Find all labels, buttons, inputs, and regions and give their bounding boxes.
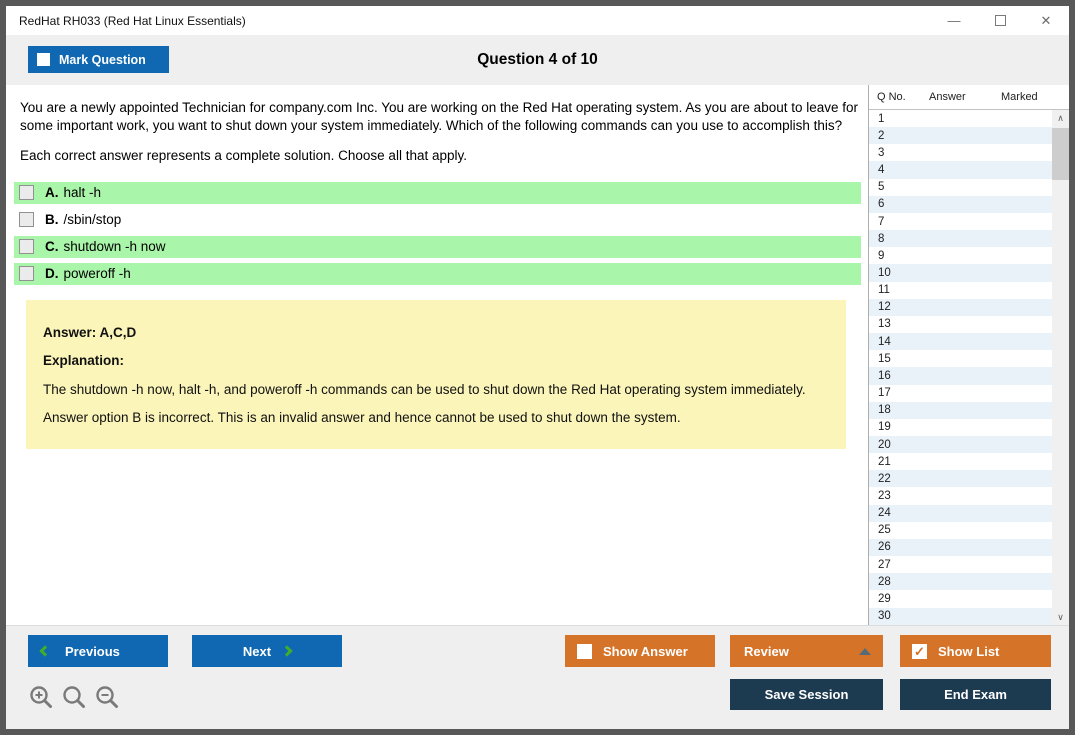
question-panel	[6, 85, 868, 625]
main-area	[6, 85, 1069, 625]
option-letter: C.	[45, 239, 59, 254]
chevron-left-icon	[39, 645, 50, 656]
question-list-row[interactable]	[869, 230, 1069, 247]
question-list-row[interactable]	[869, 573, 1069, 590]
option-text: /sbin/stop	[63, 212, 122, 227]
question-number: 12	[878, 301, 891, 314]
scroll-down-icon[interactable]: ∨	[1057, 611, 1064, 622]
show-list-checkbox[interactable]	[912, 644, 927, 659]
option-text: shutdown -h now	[63, 239, 166, 254]
option-text: halt -h	[63, 185, 102, 200]
question-number: 17	[878, 387, 891, 400]
explanation-paragraph: Answer option B is incorrect. This is an invalid answer and hence cannot be used to shut down the system.	[43, 410, 681, 425]
question-number: 11	[878, 284, 890, 297]
question-instruction: Each correct answer represents a complete solution. Choose all that apply.	[20, 148, 467, 163]
question-number: 9	[878, 249, 885, 262]
explanation-heading: Explanation:	[43, 353, 125, 368]
question-list-row[interactable]	[869, 539, 1069, 556]
question-list-row[interactable]	[869, 299, 1069, 316]
window-controls	[931, 6, 1069, 35]
question-list-row[interactable]	[869, 282, 1069, 299]
question-number: 3	[878, 146, 885, 159]
show-answer-label: Show Answer	[603, 643, 688, 659]
question-list-row[interactable]	[869, 316, 1069, 333]
question-number: 24	[878, 507, 891, 520]
scrollbar-thumb[interactable]	[1052, 128, 1069, 180]
close-icon[interactable]: ✕	[1040, 12, 1052, 28]
question-list-row[interactable]	[869, 470, 1069, 487]
option-row-b[interactable]	[14, 209, 861, 231]
options-list	[14, 182, 861, 285]
option-letter: D.	[45, 266, 59, 281]
checkmark-icon: ✓	[914, 643, 925, 659]
save-session-label: Save Session	[764, 687, 849, 702]
previous-button[interactable]	[28, 635, 168, 667]
question-number: 15	[878, 352, 891, 365]
question-list-body	[869, 110, 1069, 625]
column-header-answer: Answer	[929, 91, 966, 103]
question-number: 22	[878, 472, 891, 485]
show-answer-button[interactable]	[565, 635, 715, 667]
question-list-row[interactable]	[869, 453, 1069, 470]
question-list-row[interactable]	[869, 402, 1069, 419]
review-label: Review	[744, 643, 789, 659]
maximize-icon[interactable]	[977, 6, 1023, 35]
mark-question-checkbox[interactable]	[37, 53, 50, 66]
caret-up-icon	[859, 648, 871, 655]
question-number: 18	[878, 404, 891, 417]
question-number: 7	[878, 215, 885, 228]
question-list-row[interactable]	[869, 556, 1069, 573]
question-list-row[interactable]	[869, 350, 1069, 367]
minimize-icon[interactable]: —	[947, 13, 961, 28]
question-number: 16	[878, 369, 891, 382]
question-number: 2	[878, 129, 885, 142]
next-button[interactable]	[192, 635, 342, 667]
scrollbar[interactable]	[1052, 110, 1069, 625]
question-list-row[interactable]	[869, 264, 1069, 281]
option-row-c[interactable]	[14, 236, 861, 258]
question-list-row[interactable]	[869, 522, 1069, 539]
question-counter: Question 4 of 10	[477, 51, 598, 68]
question-list-row[interactable]	[869, 213, 1069, 230]
question-number: 1	[878, 112, 885, 125]
question-list-row[interactable]	[869, 110, 1069, 127]
maximize-box-glyph	[995, 15, 1006, 26]
magnifier-icon[interactable]	[61, 684, 87, 710]
show-answer-checkbox[interactable]	[577, 644, 592, 659]
question-list-scroll-area	[869, 110, 1069, 625]
question-text: You are a newly appointed Technician for company.com Inc. You are working on the Red Hat operating system. As you are about to leave for some important work, you want to shut down your system immediately. Which of the following commands can you use to accomplish this?	[20, 100, 859, 133]
option-checkbox[interactable]	[19, 185, 34, 200]
show-list-button[interactable]	[900, 635, 1051, 667]
save-session-button[interactable]	[730, 679, 883, 710]
option-letter: B.	[45, 212, 59, 227]
option-checkbox[interactable]	[19, 266, 34, 281]
question-list-row[interactable]	[869, 333, 1069, 350]
question-number: 10	[878, 266, 891, 279]
toolbar	[6, 35, 1069, 85]
answer-line: Answer: A,C,D	[43, 324, 137, 340]
question-list-row[interactable]	[869, 608, 1069, 625]
question-list-row[interactable]	[869, 505, 1069, 522]
question-number: 6	[878, 198, 885, 211]
zoom-in-icon[interactable]	[28, 684, 54, 710]
question-number: 8	[878, 232, 885, 245]
column-header-qno: Q No.	[877, 91, 906, 103]
question-list-row[interactable]	[869, 419, 1069, 436]
question-list-row[interactable]	[869, 179, 1069, 196]
mark-question-label: Mark Question	[59, 52, 146, 67]
show-list-label: Show List	[938, 643, 1000, 659]
question-number: 14	[878, 335, 891, 348]
question-number: 25	[878, 524, 891, 537]
zoom-out-icon[interactable]	[94, 684, 120, 710]
question-number: 4	[878, 164, 885, 177]
end-exam-label: End Exam	[944, 687, 1007, 702]
chevron-right-icon	[281, 645, 292, 656]
question-number: 27	[878, 558, 891, 571]
question-list-row[interactable]	[869, 590, 1069, 607]
question-list-panel	[868, 85, 1069, 625]
question-number: 29	[878, 592, 891, 605]
option-letter: A.	[45, 185, 59, 200]
option-checkbox[interactable]	[19, 239, 34, 254]
footer-bar	[6, 625, 1069, 729]
question-number: 28	[878, 575, 891, 588]
question-list-row[interactable]	[869, 161, 1069, 178]
next-label: Next	[242, 643, 272, 659]
zoom-controls	[28, 684, 120, 710]
column-header-marked: Marked	[1001, 91, 1038, 103]
question-list-row[interactable]	[869, 367, 1069, 384]
end-exam-button[interactable]	[900, 679, 1051, 710]
question-list-row[interactable]	[869, 247, 1069, 264]
question-number: 26	[878, 541, 891, 554]
question-list-row[interactable]	[869, 385, 1069, 402]
title-bar	[6, 6, 1069, 35]
question-list-row[interactable]	[869, 196, 1069, 213]
question-number: 13	[878, 318, 891, 331]
question-number: 23	[878, 490, 891, 503]
question-number: 21	[878, 455, 891, 468]
explanation-paragraph: The shutdown -h now, halt -h, and poweroff -h commands can be used to shut down the Red Hat operating system immediately.	[43, 381, 806, 397]
question-number: 19	[878, 421, 891, 434]
question-list-row[interactable]	[869, 487, 1069, 504]
question-list-row[interactable]	[869, 436, 1069, 453]
question-list-row[interactable]	[869, 144, 1069, 161]
question-list-header	[869, 85, 1069, 110]
question-number: 30	[878, 610, 891, 623]
mark-question-button[interactable]	[28, 46, 169, 73]
question-number: 5	[878, 181, 885, 194]
option-row-a[interactable]	[14, 182, 861, 204]
option-checkbox[interactable]	[19, 212, 34, 227]
review-button[interactable]	[730, 635, 883, 667]
question-number: 20	[878, 438, 891, 451]
explanation-box	[26, 300, 846, 449]
option-row-d[interactable]	[14, 263, 861, 285]
scroll-up-icon[interactable]: ∧	[1057, 112, 1064, 123]
window-title: RedHat RH033 (Red Hat Linux Essentials)	[19, 13, 246, 28]
option-text: poweroff -h	[63, 266, 131, 281]
previous-label: Previous	[65, 643, 120, 659]
question-list-row[interactable]	[869, 127, 1069, 144]
